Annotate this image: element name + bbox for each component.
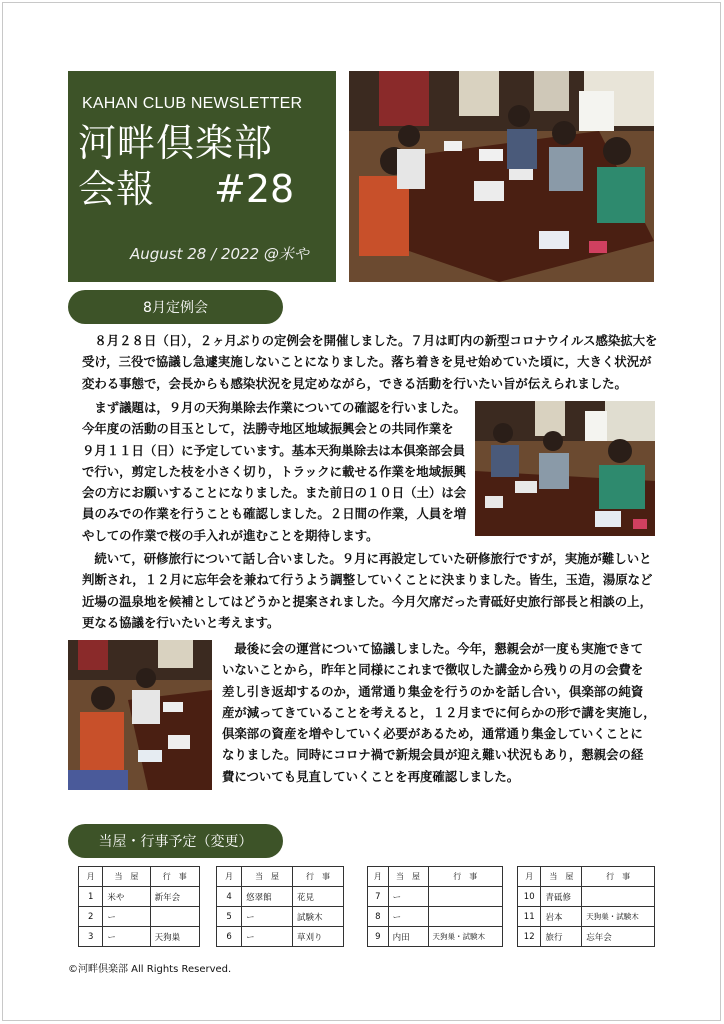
cell-event: 草刈り [293, 927, 344, 947]
header-month: 月 [518, 867, 541, 887]
text-line: 今年度の活動の目玉として，法勝寺地区地域振興会との共同作業を [82, 421, 454, 437]
text-line: 変わる事態で，会長からも感染状況を見定めながら，できる活動を行いたい旨が伝えられました。 [82, 375, 627, 391]
header-host: 当 屋 [388, 867, 428, 887]
table-header-row [368, 867, 503, 887]
section-heading-meeting: 8月定例会 [68, 290, 283, 324]
meeting-photo-left [68, 640, 212, 790]
header-event: 行 事 [582, 867, 655, 887]
schedule-table-3 [367, 866, 503, 947]
cell-host: 米や [103, 887, 150, 907]
text-line: 続いて，研修旅行について話し合いました。９月に再設定していた研修旅行ですが，実施が難しいと [82, 551, 652, 566]
text-line: 近場の温泉地を候補としてはどうかと提案されました。今月欠席だった青砥好史旅行部長と相談の上， [82, 593, 652, 609]
cell-host: ー [242, 907, 293, 927]
section-heading-schedule: 当屋・行事予定（変更） [68, 824, 283, 858]
table-row [518, 927, 655, 947]
text-line: ８月２８日（日），２ヶ月ぶりの定例会を開催しました。７月は町内の新型コロナウイルス感染拡大を [82, 333, 658, 348]
header-event: 行 事 [150, 867, 199, 887]
cell-event: 花見 [293, 887, 344, 907]
text-line: ９月１１日（日）に予定しています。基本天狗巣除去は本倶楽部会員 [82, 442, 466, 458]
table-row [217, 927, 344, 947]
cell-event: 忘年会 [582, 927, 655, 947]
table-row [518, 887, 655, 907]
cell-host: ー [103, 907, 150, 927]
text-line: やしての作業で桜の手入れが進むことを期待します。 [82, 527, 379, 543]
cell-month: 9 [368, 927, 389, 947]
schedule-table-1 [78, 866, 200, 947]
meeting-photo-side [475, 401, 655, 536]
cell-host: 岩本 [541, 907, 582, 927]
cell-month: 2 [79, 907, 103, 927]
cell-month: 10 [518, 887, 541, 907]
newsletter-issue-line [78, 167, 294, 211]
cell-host: 内田 [388, 927, 428, 947]
text-line: 受け，三役で協議し急遽実施しないことになりました。落ち着きを見せ始めていた頃に，大きく状況が [82, 354, 652, 370]
header-event: 行 事 [428, 867, 502, 887]
cell-event: 試験木 [293, 907, 344, 927]
header-month: 月 [368, 867, 389, 887]
table-row [518, 907, 655, 927]
text-line: 更なる協議を行いたいと考えます。 [82, 614, 280, 630]
cell-event [428, 907, 502, 927]
header-month: 月 [217, 867, 242, 887]
cell-host: ー [388, 887, 428, 907]
text-line: 産が減ってきていることを考えると，１２月までに何らかの形で講を実施し， [222, 704, 656, 720]
newsletter-english-title: KAHAN CLUB NEWSLETTER [82, 95, 303, 112]
table-row [79, 907, 200, 927]
cell-month: 6 [217, 927, 242, 947]
table-header-row [217, 867, 344, 887]
newsletter-japanese-title: 河畔倶楽部 [78, 121, 274, 165]
cell-host: ー [242, 927, 293, 947]
cell-month: 5 [217, 907, 242, 927]
text-line: 費についても見直していくことを再度確認しました。 [222, 768, 520, 784]
cell-host: 悠翠館 [242, 887, 293, 907]
table-row [368, 927, 503, 947]
table-row [79, 887, 200, 907]
cell-month: 12 [518, 927, 541, 947]
cell-month: 1 [79, 887, 103, 907]
meeting-paragraph-2 [82, 397, 472, 546]
text-line: 最後に会の運営について協議しました。今年，懇親会が一度も実施できて [222, 641, 644, 656]
newsletter-subtitle: 会報 [78, 167, 155, 211]
text-line: いないことから，昨年と同様にこれまで徴収した講金から残りの月の会費を [222, 662, 644, 678]
meeting-paragraph-3 [82, 548, 662, 633]
schedule-table-4 [517, 866, 655, 947]
table-row [368, 907, 503, 927]
table-header-row [79, 867, 200, 887]
table-row [79, 927, 200, 947]
header-host: 当 屋 [541, 867, 582, 887]
masthead [68, 71, 336, 282]
cell-event: 新年会 [150, 887, 199, 907]
text-line: 判断され，１２月に忘年会を兼ねて行うよう調整していくことに決まりました。皆生，玉造，湯原など [82, 572, 653, 588]
text-line: 倶楽部の資産を増やしていく必要があるため，通常通り集金していくことに [222, 726, 643, 742]
meeting-paragraph-1 [82, 330, 662, 394]
text-line: なりました。同時にコロナ禍で新規会員が迎え難い状況もあり，懇親会の経 [222, 747, 644, 763]
cell-month: 3 [79, 927, 103, 947]
text-line: で行い，剪定した枝を小さく切り，トラックに載せる作業を地域振興 [82, 463, 466, 479]
header-event: 行 事 [293, 867, 344, 887]
cell-month: 11 [518, 907, 541, 927]
schedule-table-2 [216, 866, 344, 947]
cell-event: 天狗巣・試験木 [582, 907, 655, 927]
cell-month: 4 [217, 887, 242, 907]
header-host: 当 屋 [103, 867, 150, 887]
header-host: 当 屋 [242, 867, 293, 887]
cell-event: 天狗巣・試験木 [428, 927, 502, 947]
issue-number: #28 [214, 167, 295, 211]
cell-host: 旅行 [541, 927, 582, 947]
cell-host: ー [103, 927, 150, 947]
cell-month: 8 [368, 907, 389, 927]
cell-host: ー [388, 907, 428, 927]
text-line: 差し引き返却するのか，通常通り集金を行うのかを話し合い，倶楽部の純資 [222, 683, 644, 699]
cell-event: 天狗巣 [150, 927, 199, 947]
text-line: まず議題は，９月の天狗巣除去作業についての確認を行いました。 [82, 400, 466, 415]
table-row [217, 887, 344, 907]
table-header-row [518, 867, 655, 887]
text-line: 員のみでの作業を行うことも確認しました。２日間の作業，人員を増 [82, 506, 467, 522]
cell-host: 青砥修 [541, 887, 582, 907]
issue-date: August 28 / 2022 @米や [130, 245, 309, 263]
cell-event [150, 907, 199, 927]
meeting-photo-main [349, 71, 654, 282]
table-row [217, 907, 344, 927]
cell-event [428, 887, 502, 907]
header-month: 月 [79, 867, 103, 887]
cell-event [582, 887, 655, 907]
text-line: 会の方にお願いすることになりました。また前日の１０日（土）は会 [82, 485, 467, 501]
meeting-paragraph-4 [222, 638, 662, 787]
cell-month: 7 [368, 887, 389, 907]
copyright-notice: ©河畔倶楽部 All Rights Reserved. [68, 964, 232, 975]
table-row [368, 887, 503, 907]
